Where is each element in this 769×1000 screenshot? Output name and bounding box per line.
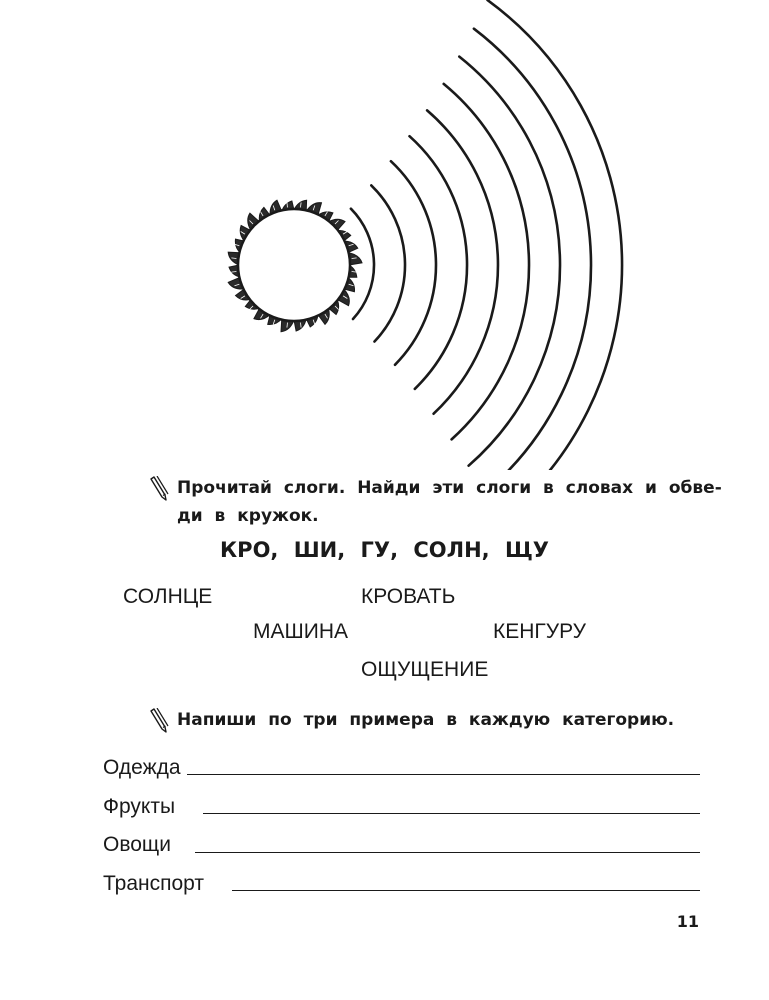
category-label-vegetables: Овощи (103, 833, 171, 856)
answer-line-fruits[interactable] (203, 813, 700, 814)
category-label-transport: Транспорт (103, 872, 204, 895)
wave-arc (410, 136, 468, 389)
answer-line-clothes[interactable] (187, 774, 700, 775)
category-label-clothes: Одежда (103, 756, 181, 779)
word-3: МАШИНА (253, 620, 349, 643)
pencil-icon (150, 708, 170, 734)
wave-arc (427, 110, 498, 413)
word-5: ОЩУЩЕНИЕ (361, 658, 489, 681)
sun-disc (238, 209, 350, 321)
wave-arc (444, 84, 529, 440)
word-1: СОЛНЦЕ (123, 585, 213, 608)
task-1-text-line-2: ди в кружок. (177, 506, 319, 526)
word-4: КЕНГУРУ (493, 620, 587, 643)
answer-line-transport[interactable] (232, 890, 700, 891)
task-2-text: Напиши по три примера в каждую категорию. (177, 710, 675, 730)
wave-arc (371, 185, 405, 341)
category-label-fruits: Фрукты (103, 795, 176, 818)
answer-line-vegetables[interactable] (195, 852, 700, 853)
wave-arc (391, 161, 436, 365)
page-number: 11 (676, 912, 699, 931)
task-1-text-line-1: Прочитай слоги. Найди эти слоги в словах и обве- (177, 478, 722, 498)
sound-wave-arcs (351, 0, 622, 470)
pencil-icon (150, 476, 170, 502)
word-2: КРОВАТЬ (361, 585, 456, 608)
wave-arc (459, 57, 560, 466)
wave-arc (488, 0, 623, 470)
sun-illustration (0, 0, 769, 470)
syllables-list: КРО, ШИ, ГУ, СОЛН, ЩУ (220, 538, 549, 562)
